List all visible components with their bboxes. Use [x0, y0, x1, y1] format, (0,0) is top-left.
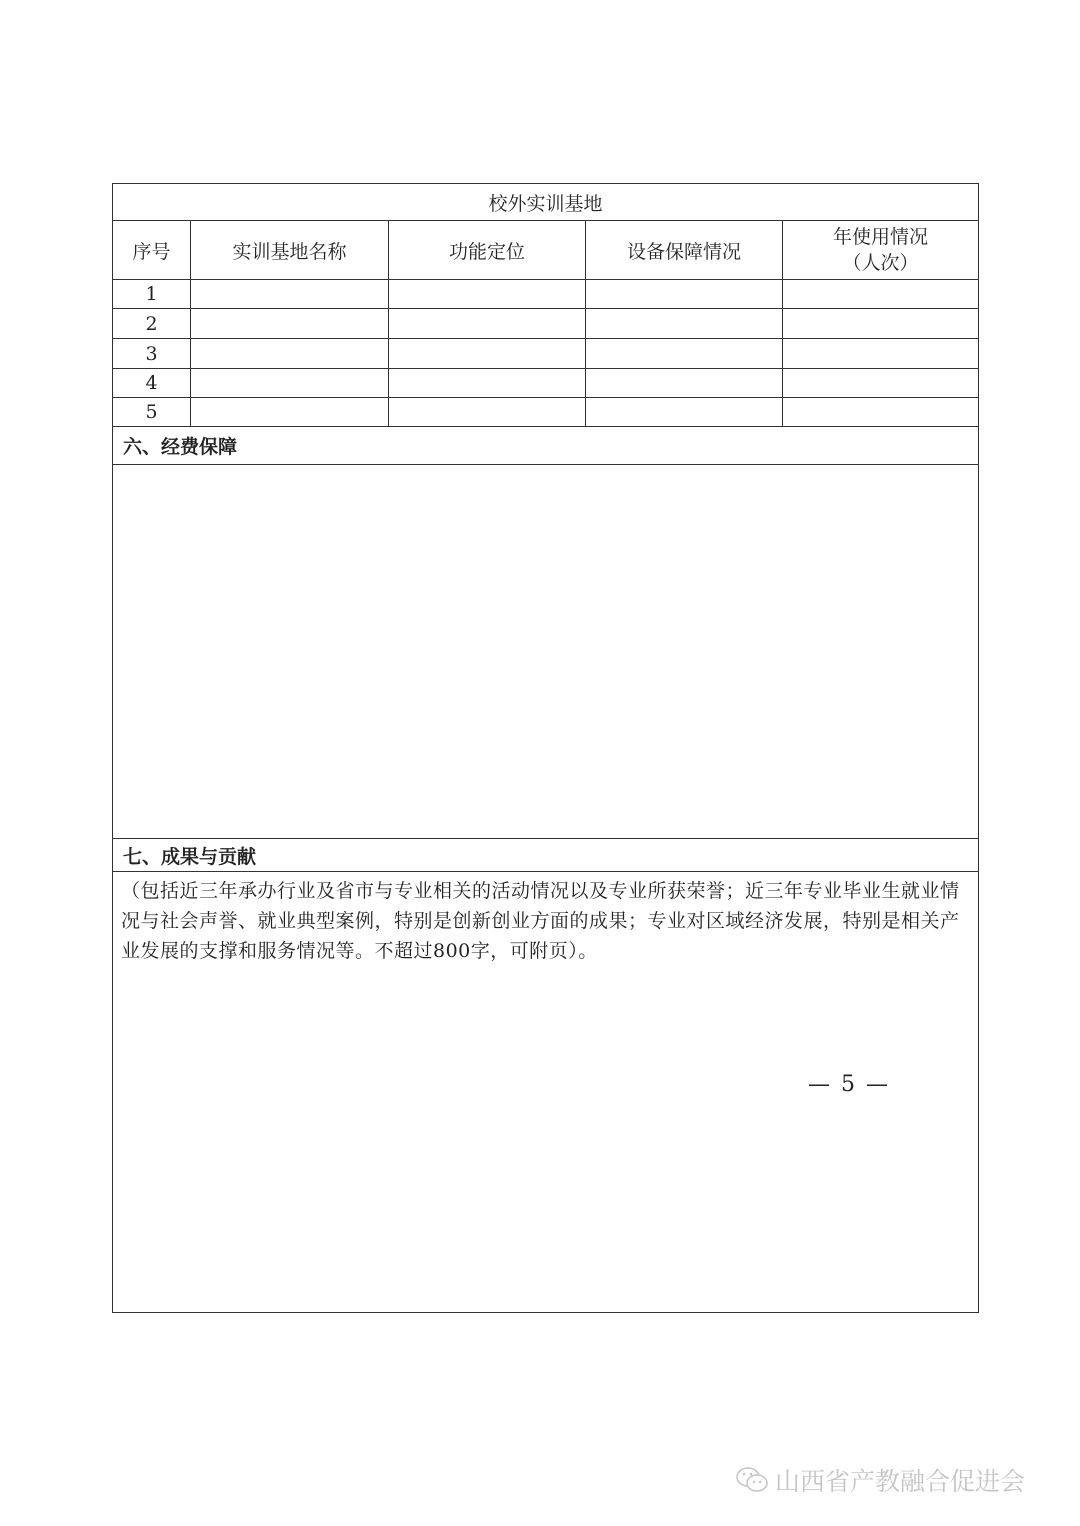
cell[interactable] — [389, 309, 586, 339]
cell[interactable] — [191, 398, 389, 427]
header-annual-use-line2: （人次） — [842, 252, 919, 274]
row-index: 3 — [113, 339, 191, 369]
cell[interactable] — [586, 280, 783, 309]
section6-heading: 六、经费保障 — [113, 427, 979, 465]
table-row — [113, 369, 979, 398]
header-index: 序号 — [113, 221, 191, 280]
table-row — [113, 280, 979, 309]
cell[interactable] — [191, 339, 389, 369]
row-index: 5 — [113, 398, 191, 427]
row-index: 1 — [113, 280, 191, 309]
section6-content-area[interactable] — [113, 465, 979, 839]
cell[interactable] — [389, 369, 586, 398]
page-number: — 5 — — [808, 1072, 890, 1097]
table-row — [113, 398, 979, 427]
wechat-icon — [735, 1466, 769, 1494]
header-annual-use-line1: 年使用情况 — [833, 226, 929, 248]
table-row — [113, 309, 979, 339]
header-base-name: 实训基地名称 — [191, 221, 389, 280]
cell[interactable] — [191, 369, 389, 398]
header-function: 功能定位 — [389, 221, 586, 280]
row-index: 4 — [113, 369, 191, 398]
cell[interactable] — [389, 339, 586, 369]
section7-note: （包括近三年承办行业及省市与专业相关的活动情况以及专业所获荣誉；近三年专业毕业生就业情况与社会声誉、就业典型案例，特别是创新创业方面的成果；专业对区域经济发展，特别是相关产业发展的支撑和服务情况等。不超过800字，可附页）。 — [121, 880, 960, 962]
cell[interactable] — [783, 309, 979, 339]
section7-heading: 七、成果与贡献 — [113, 839, 979, 872]
cell[interactable] — [389, 280, 586, 309]
watermark — [735, 1462, 1025, 1498]
cell[interactable] — [783, 280, 979, 309]
cell[interactable] — [191, 280, 389, 309]
cell[interactable] — [191, 309, 389, 339]
cell[interactable] — [586, 309, 783, 339]
header-equipment: 设备保障情况 — [586, 221, 783, 280]
row-index: 2 — [113, 309, 191, 339]
cell[interactable] — [783, 369, 979, 398]
cell[interactable] — [586, 339, 783, 369]
cell[interactable] — [586, 369, 783, 398]
watermark-text: 山西省产教融合促进会 — [775, 1467, 1026, 1496]
cell[interactable] — [586, 398, 783, 427]
cell[interactable] — [783, 398, 979, 427]
cell[interactable] — [783, 339, 979, 369]
cell[interactable] — [389, 398, 586, 427]
table-row — [113, 339, 979, 369]
off-campus-training-base-form — [112, 183, 979, 1313]
header-annual-use — [783, 221, 979, 280]
table-title: 校外实训基地 — [113, 184, 979, 221]
